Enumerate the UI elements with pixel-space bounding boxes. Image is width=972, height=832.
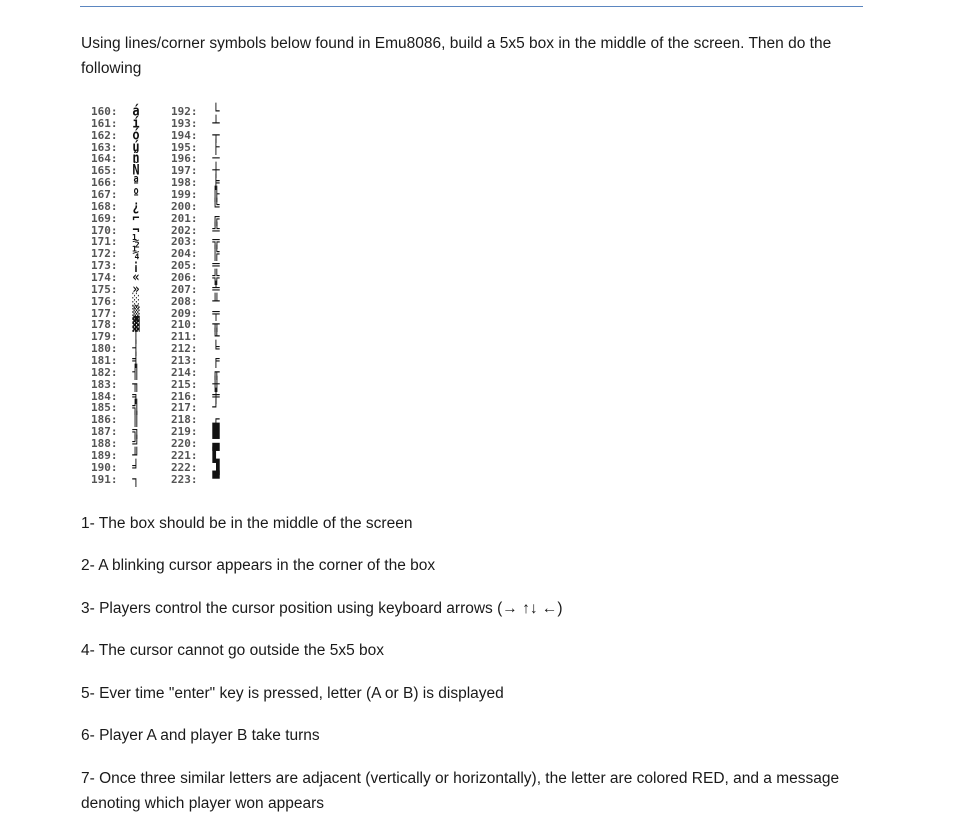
ascii-glyph: Ñ <box>132 162 140 179</box>
ascii-glyph: ╩ <box>212 221 220 238</box>
ascii-glyph: ┌ <box>212 411 220 428</box>
ascii-code: 200: <box>171 199 198 213</box>
step-3: 3- Players control the cursor position using keyboard arrows (→ ↑↓ ←) <box>81 600 563 617</box>
ascii-code: 210: <box>171 318 198 332</box>
ascii-code: 172: <box>91 247 118 261</box>
ascii-code: 173: <box>91 259 118 273</box>
ascii-glyph: ▐ <box>212 458 220 475</box>
ascii-glyph: ╡ <box>132 351 140 368</box>
ascii-code: 171: <box>91 235 118 249</box>
step-1: 1- The box should be in the middle of the screen <box>81 515 413 532</box>
ascii-code: 190: <box>91 460 118 474</box>
ascii-code: 196: <box>171 152 198 166</box>
ascii-glyph: ⌐ <box>132 209 140 226</box>
intro-paragraph: Using lines/corner symbols below found in Emu8086, build a 5x5 box in the middle of the screen. Then do the following <box>81 35 832 77</box>
ascii-code: 167: <box>91 188 118 202</box>
ascii-glyph: á <box>132 102 140 119</box>
ascii-glyph: ═ <box>212 256 220 274</box>
ascii-glyph: ╢ <box>132 363 140 380</box>
ascii-code: 223: <box>171 472 198 486</box>
ascii-code: 194: <box>171 128 198 142</box>
ascii-code: 175: <box>91 282 118 296</box>
ascii-glyph: ┬ <box>212 126 220 143</box>
ascii-code: 213: <box>171 354 198 368</box>
ascii-column-left <box>91 102 143 487</box>
ascii-glyph: ╙ <box>212 328 220 345</box>
ascii-glyph: í <box>132 114 140 131</box>
ascii-code: 186: <box>91 413 118 427</box>
ascii-glyph: ├ <box>212 138 220 155</box>
ascii-glyph: ┐ <box>132 470 140 487</box>
ascii-code: 183: <box>91 377 118 391</box>
ascii-glyph: ╝ <box>132 434 140 451</box>
ascii-column-right <box>171 102 223 487</box>
ascii-glyph: ╓ <box>212 363 220 380</box>
ascii-code: 181: <box>91 354 118 368</box>
ascii-code: 215: <box>171 377 198 391</box>
ascii-code: 201: <box>171 211 198 225</box>
ascii-code: 195: <box>171 140 198 154</box>
ascii-glyph: ┤ <box>132 339 140 357</box>
ascii-code: 184: <box>91 389 118 403</box>
ascii-glyph: ╞ <box>212 173 220 191</box>
ascii-code: 161: <box>91 116 118 130</box>
ascii-glyph: ╒ <box>212 351 220 368</box>
step-5: 5- Ever time "enter" key is pressed, letter (A or B) is displayed <box>81 685 504 702</box>
ascii-glyph: ñ <box>132 150 140 167</box>
ascii-code: 166: <box>91 176 118 190</box>
top-divider <box>80 6 863 7</box>
ascii-code: 222: <box>171 460 198 474</box>
ascii-code: 182: <box>91 365 118 379</box>
ascii-glyph: ╥ <box>212 316 220 333</box>
ascii-code: 177: <box>91 306 118 320</box>
ascii-code: 193: <box>171 116 198 130</box>
ascii-code: 218: <box>171 413 198 427</box>
ascii-glyph: ┼ <box>212 162 220 179</box>
ascii-glyph: ╤ <box>212 304 220 321</box>
step-2: 2- A blinking cursor appears in the corner of the box <box>81 557 436 574</box>
ascii-code: 174: <box>91 271 118 285</box>
ascii-glyph: ╚ <box>212 197 220 214</box>
ascii-glyph: ╠ <box>212 245 220 262</box>
ascii-code: 204: <box>171 247 198 261</box>
ascii-glyph: « <box>132 268 140 285</box>
ascii-code: 205: <box>171 259 198 273</box>
step-7: 7- Once three similar letters are adjacent (vertically or horizontally), the letter are colored RED, and a message denoting which player won appears <box>81 770 840 812</box>
ascii-code: 164: <box>91 152 118 166</box>
ascii-code: 209: <box>171 306 198 320</box>
ascii-glyph: █ <box>212 423 220 440</box>
ascii-code: 163: <box>91 140 118 154</box>
ascii-code: 162: <box>91 128 118 142</box>
ascii-code: 188: <box>91 437 118 451</box>
ascii-glyph: ▀ <box>212 470 220 487</box>
ascii-code: 216: <box>171 389 198 403</box>
ascii-code: 189: <box>91 448 118 462</box>
ascii-code: 198: <box>171 176 198 190</box>
ascii-code: 197: <box>171 164 198 178</box>
ascii-glyph: ¬ <box>132 221 140 238</box>
ascii-glyph: ┴ <box>212 114 220 131</box>
ascii-glyph: ╪ <box>212 387 220 404</box>
ascii-code: 192: <box>171 105 198 118</box>
ascii-row <box>91 470 143 487</box>
ascii-code: 206: <box>171 271 198 285</box>
ascii-glyph: ╟ <box>212 185 220 202</box>
ascii-code: 207: <box>171 282 198 296</box>
ascii-row <box>171 470 223 487</box>
ascii-code: 211: <box>171 330 198 344</box>
ascii-glyph: ╨ <box>212 292 220 309</box>
ascii-code: 217: <box>171 401 198 415</box>
ascii-glyph: ║ <box>132 411 140 428</box>
ascii-glyph: ┘ <box>212 399 220 416</box>
ascii-glyph: ½ <box>132 233 140 250</box>
ascii-code: 168: <box>91 199 118 213</box>
ascii-glyph: ▄ <box>212 434 220 451</box>
ascii-code: 221: <box>171 448 198 462</box>
ascii-glyph: ú <box>132 138 140 155</box>
ascii-glyph: ─ <box>212 150 220 167</box>
ascii-glyph: │ <box>132 328 140 345</box>
ascii-glyph: └ <box>212 102 220 119</box>
ascii-code: 199: <box>171 188 198 202</box>
ascii-glyph: ▓ <box>132 316 140 333</box>
ascii-code-table <box>91 102 231 487</box>
ascii-code: 185: <box>91 401 118 415</box>
ascii-glyph: ╦ <box>212 233 220 250</box>
ascii-glyph: ╔ <box>212 209 220 226</box>
ascii-code: 170: <box>91 223 118 237</box>
ascii-code: 202: <box>171 223 198 237</box>
ascii-code: 178: <box>91 318 118 332</box>
ascii-glyph: ╬ <box>212 268 220 285</box>
ascii-code: 169: <box>91 211 118 225</box>
ascii-glyph: ▌ <box>212 446 220 463</box>
ascii-code: 176: <box>91 294 118 308</box>
ascii-glyph: ╕ <box>132 387 140 404</box>
ascii-glyph: ╣ <box>132 399 140 416</box>
ascii-code: 180: <box>91 342 118 356</box>
ascii-glyph: ╗ <box>132 423 140 440</box>
ascii-code: 214: <box>171 365 198 379</box>
ascii-glyph: ó <box>132 126 140 143</box>
ascii-glyph: ╛ <box>132 458 140 475</box>
ascii-glyph: ░ <box>132 292 140 309</box>
ascii-glyph: ¡ <box>132 256 140 274</box>
ascii-code: 179: <box>91 330 118 344</box>
ascii-code: 212: <box>171 342 198 356</box>
ascii-glyph: ª <box>132 173 140 191</box>
ascii-glyph: º <box>132 185 140 202</box>
ascii-glyph: ╧ <box>212 280 220 297</box>
ascii-glyph: ¿ <box>132 197 140 214</box>
ascii-code: 187: <box>91 425 118 439</box>
ascii-code: 160: <box>91 105 118 118</box>
step-6: 6- Player A and player B take turns <box>81 727 320 744</box>
ascii-glyph: ╘ <box>212 339 220 357</box>
step-4: 4- The cursor cannot go outside the 5x5 box <box>81 642 385 659</box>
ascii-code: 208: <box>171 294 198 308</box>
ascii-glyph: ▒ <box>132 304 140 321</box>
ascii-glyph: ╖ <box>132 375 140 392</box>
ascii-code: 220: <box>171 437 198 451</box>
ascii-glyph: ╜ <box>132 446 140 463</box>
ascii-code: 165: <box>91 164 118 178</box>
ascii-glyph: ¼ <box>132 245 140 262</box>
ascii-glyph: ╫ <box>212 375 220 392</box>
ascii-glyph: » <box>132 280 140 297</box>
ascii-code: 219: <box>171 425 198 439</box>
ascii-code: 191: <box>91 472 118 486</box>
ascii-code: 203: <box>171 235 198 249</box>
